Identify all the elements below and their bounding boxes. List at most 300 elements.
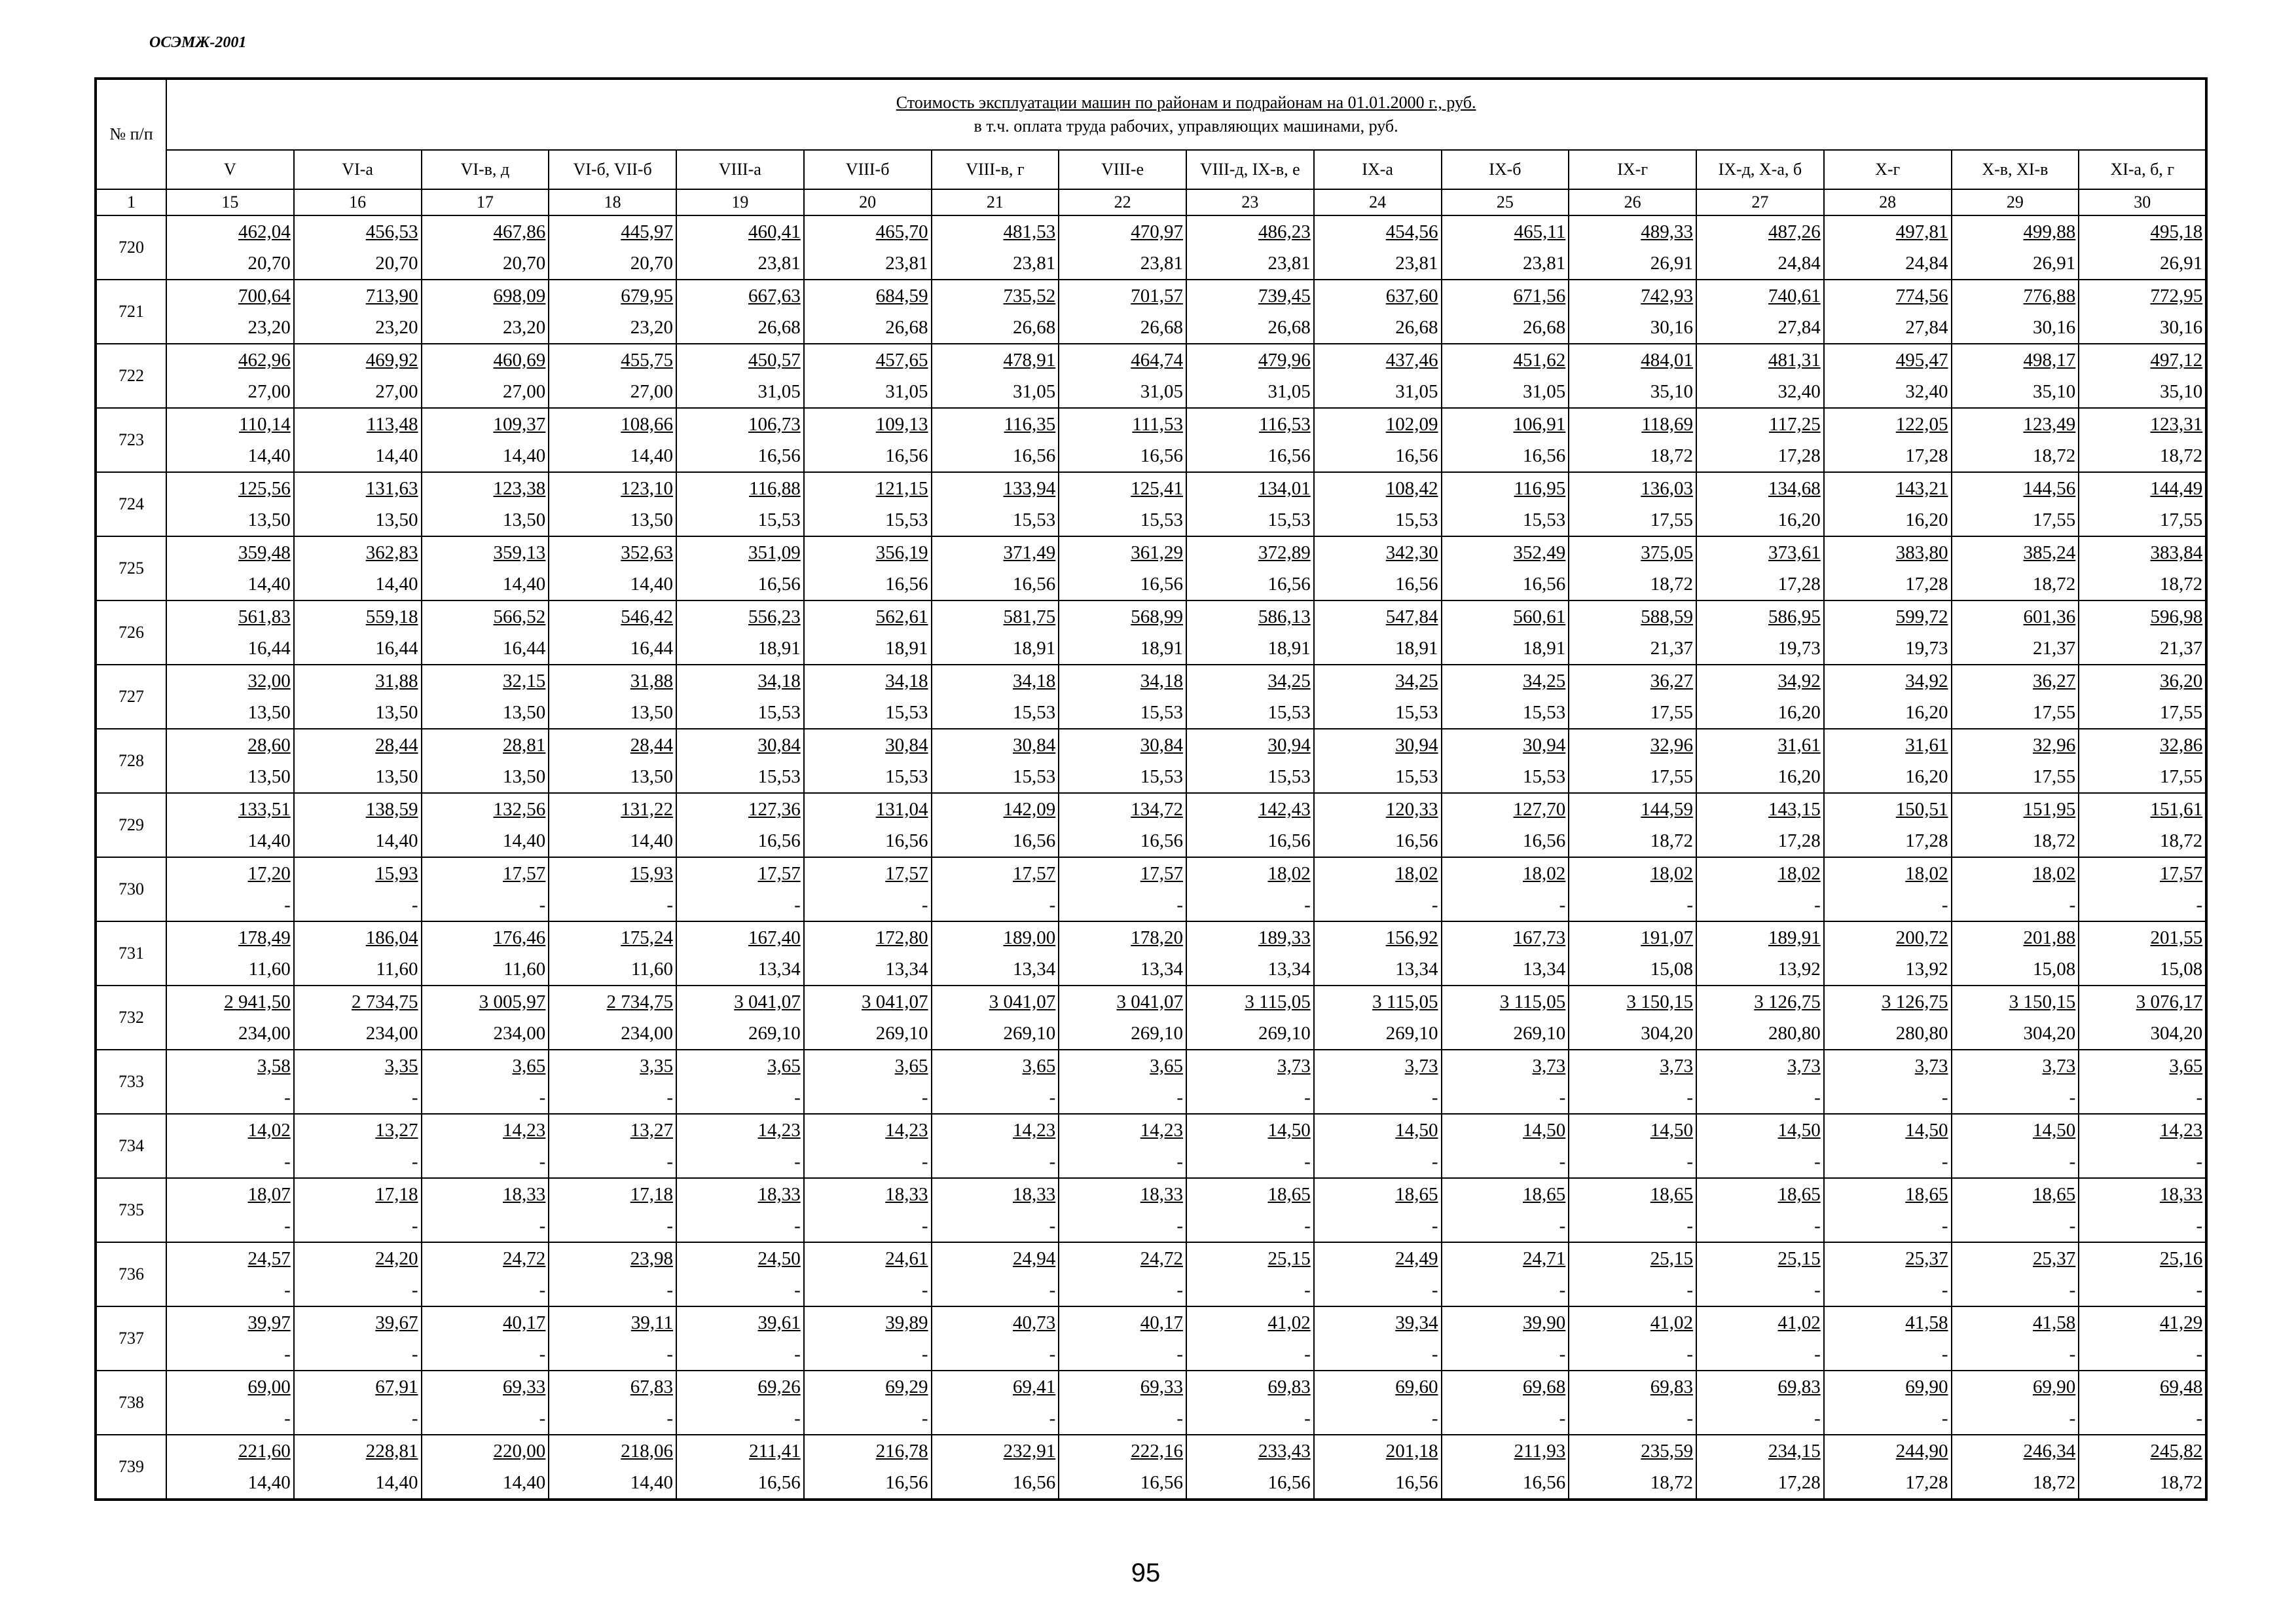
labor-cost-value: 18,91 xyxy=(1395,637,1438,659)
labor-cost-value: 18,91 xyxy=(757,637,801,659)
labor-cost-value: 14,40 xyxy=(503,573,546,595)
machine-cost-value: 116,53 xyxy=(1259,413,1311,435)
cost-cell xyxy=(676,215,804,280)
cost-cell xyxy=(166,600,294,665)
cost-cell xyxy=(1186,1242,1314,1306)
labor-cost-value: 32,40 xyxy=(1777,380,1821,402)
labor-cost-value: 16,56 xyxy=(1395,1471,1438,1493)
labor-cost-value: 11,60 xyxy=(630,958,673,980)
cost-cell xyxy=(1824,408,1952,472)
cost-cell xyxy=(932,536,1059,600)
cost-cell xyxy=(1569,280,1696,344)
labor-cost-value: 16,56 xyxy=(1140,573,1183,595)
cost-cell xyxy=(2079,1114,2206,1178)
labor-cost-value: 35,10 xyxy=(2159,380,2203,402)
labor-cost-value: 23,20 xyxy=(247,316,291,338)
labor-cost-value: - xyxy=(1559,1151,1566,1172)
machine-cost-value: 245,82 xyxy=(2150,1440,2203,1462)
machine-cost-value: 211,93 xyxy=(1514,1440,1566,1462)
labor-cost-value: 13,50 xyxy=(503,701,546,723)
cost-cell xyxy=(294,472,422,536)
cost-cell xyxy=(1186,665,1314,729)
labor-cost-value: 23,81 xyxy=(885,252,928,274)
cost-cell xyxy=(2079,1242,2206,1306)
cost-cell xyxy=(932,921,1059,986)
machine-cost-value: 17,57 xyxy=(503,862,546,884)
cost-cell xyxy=(1696,729,1824,793)
cost-cell xyxy=(804,793,932,857)
cost-cell xyxy=(1696,215,1824,280)
cost-cell xyxy=(804,1371,932,1435)
labor-cost-value: 13,50 xyxy=(375,509,418,530)
cost-cell xyxy=(1442,729,1569,793)
machine-cost-value: 3 115,05 xyxy=(1372,991,1438,1012)
machine-cost-value: 23,98 xyxy=(630,1247,673,1269)
cost-cell xyxy=(294,1306,422,1371)
table-row xyxy=(96,344,2206,408)
machine-cost-value: 167,40 xyxy=(748,927,801,948)
cost-cell xyxy=(804,600,932,665)
machine-cost-value: 109,13 xyxy=(875,413,928,435)
table-row xyxy=(96,1435,2206,1500)
labor-cost-value: - xyxy=(2069,894,2076,915)
table-row xyxy=(96,215,2206,280)
machine-cost-value: 25,16 xyxy=(2159,1247,2203,1269)
machine-cost-value: 34,18 xyxy=(1140,670,1183,692)
labor-cost-value: 16,44 xyxy=(630,637,673,659)
labor-cost-value: 17,28 xyxy=(1905,830,1948,851)
cost-cell xyxy=(1314,857,1442,921)
labor-cost-value: - xyxy=(1559,1407,1566,1429)
row-number: 726 xyxy=(96,600,166,665)
cost-cell xyxy=(2079,1371,2206,1435)
labor-cost-value: - xyxy=(1941,1086,1948,1108)
cost-cell xyxy=(1952,344,2079,408)
cost-cell xyxy=(2079,921,2206,986)
labor-cost-value: 18,72 xyxy=(1650,1471,1693,1493)
cost-cell xyxy=(1569,1178,1696,1242)
labor-cost-value: - xyxy=(1941,1151,1948,1172)
labor-cost-value: 11,60 xyxy=(376,958,418,980)
cost-cell xyxy=(1442,344,1569,408)
cost-cell xyxy=(1314,1435,1442,1500)
machine-cost-value: 109,37 xyxy=(493,413,546,435)
table-title xyxy=(166,79,2206,150)
rownum-header: № п/п xyxy=(96,79,166,189)
cost-cell xyxy=(1442,793,1569,857)
cost-cell xyxy=(1186,472,1314,536)
column-number: 15 xyxy=(166,189,294,215)
cost-cell xyxy=(1314,729,1442,793)
labor-cost-value: - xyxy=(1941,1407,1948,1429)
machine-cost-value: 361,29 xyxy=(1131,542,1183,563)
cost-cell xyxy=(166,408,294,472)
cost-cell xyxy=(1186,280,1314,344)
machine-cost-value: 69,90 xyxy=(1905,1376,1948,1397)
cost-cell xyxy=(932,729,1059,793)
machine-cost-value: 24,72 xyxy=(1140,1247,1183,1269)
cost-cell xyxy=(1952,600,2079,665)
cost-cell xyxy=(1442,986,1569,1050)
machine-cost-value: 24,72 xyxy=(503,1247,546,1269)
labor-cost-value: 27,00 xyxy=(247,380,291,402)
cost-cell xyxy=(1952,857,2079,921)
cost-cell xyxy=(549,921,676,986)
machine-cost-value: 14,23 xyxy=(757,1119,801,1141)
cost-cell xyxy=(1186,857,1314,921)
machine-cost-value: 478,91 xyxy=(1003,349,1056,371)
cost-cell xyxy=(422,665,549,729)
machine-cost-value: 14,02 xyxy=(247,1119,291,1141)
cost-cell xyxy=(549,665,676,729)
table-row xyxy=(96,1242,2206,1306)
cost-cell xyxy=(294,344,422,408)
cost-cell xyxy=(1059,1435,1186,1500)
labor-cost-value: - xyxy=(411,1343,418,1365)
labor-cost-value: 15,53 xyxy=(1267,509,1311,530)
labor-cost-value: 17,28 xyxy=(1777,1471,1821,1493)
machine-cost-value: 39,97 xyxy=(247,1312,291,1333)
cost-cell xyxy=(422,408,549,472)
machine-cost-value: 39,89 xyxy=(885,1312,928,1333)
machine-cost-value: 69,83 xyxy=(1777,1376,1821,1397)
labor-cost-value: - xyxy=(1559,1343,1566,1365)
machine-cost-value: 136,03 xyxy=(1641,477,1693,499)
column-header: VIII-а xyxy=(676,150,804,189)
labor-cost-value: 17,55 xyxy=(2159,509,2203,530)
row-number: 736 xyxy=(96,1242,166,1306)
cost-cell xyxy=(676,1114,804,1178)
cost-cell xyxy=(1059,729,1186,793)
row-number: 733 xyxy=(96,1050,166,1114)
machine-cost-value: 467,86 xyxy=(493,221,546,242)
machine-cost-value: 3 041,07 xyxy=(989,991,1056,1012)
cost-cell xyxy=(1824,793,1952,857)
cost-cell xyxy=(549,1435,676,1500)
machine-cost-value: 774,56 xyxy=(1895,285,1948,306)
cost-cell xyxy=(1059,1371,1186,1435)
machine-cost-value: 32,96 xyxy=(2033,734,2076,756)
cost-cell xyxy=(294,1050,422,1114)
labor-cost-value: 18,91 xyxy=(1013,637,1056,659)
labor-cost-value: 26,68 xyxy=(1140,316,1183,338)
row-number: 729 xyxy=(96,793,166,857)
machine-cost-value: 34,25 xyxy=(1395,670,1438,692)
cost-cell xyxy=(294,1371,422,1435)
cost-cell xyxy=(1059,921,1186,986)
labor-cost-value: - xyxy=(1049,1215,1056,1236)
cost-cell xyxy=(804,1306,932,1371)
labor-cost-value: 35,10 xyxy=(1650,380,1693,402)
cost-cell xyxy=(1569,1114,1696,1178)
machine-cost-value: 142,43 xyxy=(1258,798,1311,820)
machine-cost-value: 3 126,75 xyxy=(1754,991,1821,1012)
cost-cell xyxy=(422,921,549,986)
labor-cost-value: 16,56 xyxy=(1523,1471,1566,1493)
machine-cost-value: 191,07 xyxy=(1641,927,1693,948)
cost-cell xyxy=(932,1114,1059,1178)
machine-cost-value: 546,42 xyxy=(621,606,673,627)
cost-cell xyxy=(422,472,549,536)
labor-cost-value: 26,68 xyxy=(1395,316,1438,338)
cost-cell xyxy=(804,921,932,986)
machine-cost-value: 599,72 xyxy=(1895,606,1948,627)
machine-cost-value: 371,49 xyxy=(1003,542,1056,563)
cost-cell xyxy=(166,1050,294,1114)
machine-cost-value: 67,83 xyxy=(630,1376,673,1397)
table-row xyxy=(96,1050,2206,1114)
labor-cost-value: 16,56 xyxy=(885,1471,928,1493)
cost-cell xyxy=(1186,600,1314,665)
machine-cost-value: 460,69 xyxy=(493,349,546,371)
machine-cost-value: 601,36 xyxy=(2023,606,2076,627)
machine-cost-value: 143,15 xyxy=(1768,798,1821,820)
cost-cell xyxy=(676,536,804,600)
cost-cell xyxy=(2079,1178,2206,1242)
column-header: VI-в, д xyxy=(422,150,549,189)
cost-cell xyxy=(1569,344,1696,408)
labor-cost-value: - xyxy=(411,894,418,915)
labor-cost-value: - xyxy=(1814,1086,1821,1108)
machine-cost-value: 3,65 xyxy=(512,1055,546,1077)
labor-cost-value: 15,53 xyxy=(1523,766,1566,787)
column-header: X-г xyxy=(1824,150,1952,189)
cost-cell xyxy=(549,280,676,344)
labor-cost-value: 17,55 xyxy=(2033,509,2076,530)
machine-cost-value: 216,78 xyxy=(875,1440,928,1462)
machine-cost-table xyxy=(94,77,2208,1501)
cost-cell xyxy=(932,793,1059,857)
labor-cost-value: - xyxy=(2196,1086,2203,1108)
column-number: 23 xyxy=(1186,189,1314,215)
column-header: IX-д, X-а, б xyxy=(1696,150,1824,189)
machine-cost-value: 102,09 xyxy=(1385,413,1438,435)
machine-cost-value: 32,96 xyxy=(1650,734,1693,756)
table-row xyxy=(96,921,2206,986)
cost-cell xyxy=(294,408,422,472)
cost-cell xyxy=(2079,729,2206,793)
cost-cell xyxy=(166,921,294,986)
cost-cell xyxy=(549,536,676,600)
cost-cell xyxy=(1314,1242,1442,1306)
labor-cost-value: 16,20 xyxy=(1777,766,1821,787)
machine-cost-value: 3 115,05 xyxy=(1499,991,1566,1012)
machine-cost-value: 18,02 xyxy=(1523,862,1566,884)
labor-cost-value: 16,56 xyxy=(1267,830,1311,851)
labor-cost-value: - xyxy=(539,1407,546,1429)
labor-cost-value: - xyxy=(666,1407,673,1429)
machine-cost-value: 18,65 xyxy=(1777,1183,1821,1205)
cost-cell xyxy=(422,280,549,344)
cost-cell xyxy=(1569,215,1696,280)
machine-cost-value: 32,00 xyxy=(247,670,291,692)
labor-cost-value: 26,68 xyxy=(1523,316,1566,338)
machine-cost-value: 131,22 xyxy=(621,798,673,820)
machine-cost-value: 698,09 xyxy=(493,285,546,306)
machine-cost-value: 189,00 xyxy=(1003,927,1056,948)
labor-cost-value: 18,72 xyxy=(2033,445,2076,466)
table-row xyxy=(96,986,2206,1050)
labor-cost-value: 234,00 xyxy=(493,1022,546,1044)
machine-cost-value: 123,38 xyxy=(493,477,546,499)
machine-cost-value: 228,81 xyxy=(365,1440,418,1462)
cost-cell xyxy=(422,793,549,857)
cost-cell xyxy=(1696,793,1824,857)
machine-cost-value: 684,59 xyxy=(875,285,928,306)
labor-cost-value: - xyxy=(1431,1151,1438,1172)
cost-cell xyxy=(1314,1306,1442,1371)
machine-cost-value: 495,47 xyxy=(1895,349,1948,371)
machine-cost-value: 14,50 xyxy=(1523,1119,1566,1141)
labor-cost-value: 21,37 xyxy=(2033,637,2076,659)
row-number: 722 xyxy=(96,344,166,408)
labor-cost-value: - xyxy=(794,894,801,915)
cost-cell xyxy=(2079,408,2206,472)
cost-cell xyxy=(1442,1178,1569,1242)
cost-cell xyxy=(1442,1114,1569,1178)
machine-cost-value: 34,92 xyxy=(1777,670,1821,692)
cost-cell xyxy=(1059,536,1186,600)
labor-cost-value: 13,34 xyxy=(1395,958,1438,980)
machine-cost-value: 3 041,07 xyxy=(862,991,928,1012)
machine-cost-value: 17,18 xyxy=(375,1183,418,1205)
machine-cost-value: 586,13 xyxy=(1258,606,1311,627)
machine-cost-value: 14,23 xyxy=(2159,1119,2203,1141)
cost-cell xyxy=(166,665,294,729)
labor-cost-value: 16,20 xyxy=(1777,701,1821,723)
machine-cost-value: 596,98 xyxy=(2150,606,2203,627)
cost-cell xyxy=(676,793,804,857)
labor-cost-value: - xyxy=(1814,1279,1821,1301)
machine-cost-value: 18,33 xyxy=(2159,1183,2203,1205)
machine-cost-value: 39,61 xyxy=(757,1312,801,1333)
machine-cost-value: 18,33 xyxy=(1140,1183,1183,1205)
machine-cost-value: 385,24 xyxy=(2023,542,2076,563)
machine-cost-value: 3,73 xyxy=(1277,1055,1311,1077)
cost-cell xyxy=(1569,1306,1696,1371)
cost-cell xyxy=(1314,986,1442,1050)
labor-cost-value: - xyxy=(794,1086,801,1108)
cost-cell xyxy=(1824,215,1952,280)
cost-cell xyxy=(804,1050,932,1114)
labor-cost-value: 26,68 xyxy=(757,316,801,338)
machine-cost-value: 36,27 xyxy=(1650,670,1693,692)
labor-cost-value: 16,56 xyxy=(1013,445,1056,466)
labor-cost-value: - xyxy=(284,1343,291,1365)
column-number: 28 xyxy=(1824,189,1952,215)
labor-cost-value: 18,72 xyxy=(1650,445,1693,466)
cost-cell xyxy=(1952,1178,2079,1242)
cost-cell xyxy=(1824,1435,1952,1500)
machine-cost-value: 151,61 xyxy=(2150,798,2203,820)
cost-cell xyxy=(1442,1242,1569,1306)
cost-cell xyxy=(549,344,676,408)
labor-cost-value: - xyxy=(2196,1343,2203,1365)
cost-cell xyxy=(804,986,932,1050)
machine-cost-value: 487,26 xyxy=(1768,221,1821,242)
labor-cost-value: 304,20 xyxy=(2023,1022,2076,1044)
labor-cost-value: - xyxy=(794,1343,801,1365)
labor-cost-value: - xyxy=(1304,894,1311,915)
machine-cost-value: 455,75 xyxy=(621,349,673,371)
labor-cost-value: - xyxy=(1049,1407,1056,1429)
labor-cost-value: - xyxy=(1941,894,1948,915)
labor-cost-value: 14,40 xyxy=(503,445,546,466)
cost-cell xyxy=(804,1114,932,1178)
column-header: IX-б xyxy=(1442,150,1569,189)
cost-cell xyxy=(1186,1306,1314,1371)
machine-cost-value: 18,02 xyxy=(1395,862,1438,884)
machine-cost-value: 123,31 xyxy=(2150,413,2203,435)
cost-cell xyxy=(1442,280,1569,344)
cost-cell xyxy=(1442,1306,1569,1371)
labor-cost-value: 11,60 xyxy=(503,958,546,980)
labor-cost-value: 14,40 xyxy=(630,830,673,851)
labor-cost-value: - xyxy=(2196,894,2203,915)
machine-cost-value: 30,94 xyxy=(1395,734,1438,756)
labor-cost-value: - xyxy=(284,1215,291,1236)
labor-cost-value: 18,72 xyxy=(2033,1471,2076,1493)
cost-cell xyxy=(1569,921,1696,986)
machine-cost-value: 167,73 xyxy=(1513,927,1566,948)
labor-cost-value: 269,10 xyxy=(1003,1022,1056,1044)
machine-cost-value: 18,65 xyxy=(1395,1183,1438,1205)
machine-cost-value: 40,17 xyxy=(1140,1312,1183,1333)
title-row xyxy=(96,79,2206,150)
column-header: VI-б, VII-б xyxy=(549,150,676,189)
machine-cost-value: 14,23 xyxy=(1140,1119,1183,1141)
labor-cost-value: - xyxy=(1559,1086,1566,1108)
labor-cost-value: 23,81 xyxy=(1013,252,1056,274)
labor-cost-value: - xyxy=(1686,1215,1693,1236)
labor-cost-value: - xyxy=(539,1086,546,1108)
table-row xyxy=(96,665,2206,729)
row-number: 728 xyxy=(96,729,166,793)
machine-cost-value: 3,58 xyxy=(257,1055,291,1077)
machine-cost-value: 25,15 xyxy=(1777,1247,1821,1269)
cost-cell xyxy=(1442,665,1569,729)
labor-cost-value: - xyxy=(921,894,928,915)
cost-cell xyxy=(676,986,804,1050)
machine-cost-value: 108,42 xyxy=(1385,477,1438,499)
labor-cost-value: - xyxy=(1559,1279,1566,1301)
labor-cost-value: 30,16 xyxy=(1650,316,1693,338)
cost-cell xyxy=(1824,986,1952,1050)
machine-cost-value: 36,27 xyxy=(2033,670,2076,692)
machine-cost-value: 232,91 xyxy=(1003,1440,1056,1462)
cost-cell xyxy=(166,793,294,857)
machine-cost-value: 156,92 xyxy=(1385,927,1438,948)
labor-cost-value: 24,84 xyxy=(1905,252,1948,274)
machine-cost-value: 383,80 xyxy=(1895,542,1948,563)
cost-cell xyxy=(1442,536,1569,600)
machine-cost-value: 30,84 xyxy=(757,734,801,756)
labor-cost-value: 14,40 xyxy=(375,573,418,595)
cost-cell xyxy=(294,1114,422,1178)
labor-cost-value: 269,10 xyxy=(875,1022,928,1044)
cost-cell xyxy=(804,857,932,921)
machine-cost-value: 122,05 xyxy=(1895,413,1948,435)
labor-cost-value: - xyxy=(1049,1279,1056,1301)
labor-cost-value: 13,50 xyxy=(247,509,291,530)
machine-cost-value: 18,65 xyxy=(1905,1183,1948,1205)
column-number: 29 xyxy=(1952,189,2079,215)
machine-cost-value: 41,02 xyxy=(1267,1312,1311,1333)
machine-cost-value: 39,67 xyxy=(375,1312,418,1333)
labor-cost-value: 269,10 xyxy=(1258,1022,1311,1044)
labor-cost-value: 14,40 xyxy=(247,445,291,466)
cost-cell xyxy=(1442,215,1569,280)
